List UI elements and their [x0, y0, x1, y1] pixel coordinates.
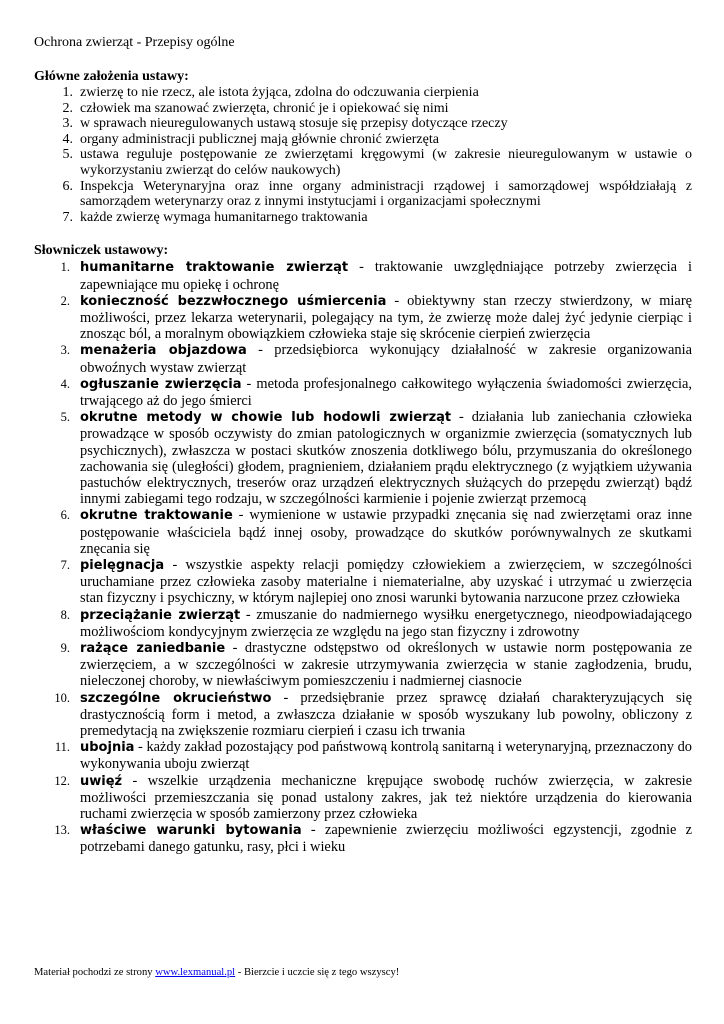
- item-number: 10.: [54, 690, 70, 705]
- glossary-definition: - wymienione w ustawie przypadki znęcania się nad zwierzętami oraz inne postępowanie właściciela bądź innej osoby, prowadzące do skutków porównywalnych ze skutkami znęcania się: [80, 507, 692, 557]
- glossary-definition: - przedsiębranie przez sprawcę działań charakteryzujących się drastycznością form i metod, a zwłaszcza działanie w sposób wyszukany lub powolny, obliczony z premedytacją na zwiększenie rozmiaru cierpień i czasu ich trwania: [80, 689, 692, 740]
- glossary-definition: - wszelkie urządzenia mechaniczne krępujące swobodę ruchów zwierzęcia, w zakresie możliwości przemieszczania się ponad ustalony zakres, jak też niektóre urządzenia do kierowania ruchami zwierzęcia w sposób zamierzony przez człowieka: [80, 772, 692, 823]
- glossary-definition: - obiektywny stan rzeczy stwierdzony, w miarę możliwości, przez lekarza weterynarii, polegający na tym, że zwierzę może dalej żyć jedynie cierpiąc i znosząc ból, a moralnym obowiązkiem człowieka staje się skrócenie cierpień zwierzęcia: [80, 292, 692, 343]
- glossary-definition: - drastyczne odstępstwo od określonych w ustawie norm postępowania ze zwierzęciem, a w szczególności w zakresie utrzymywania zwierzęcia w stanie zagłodzenia, brudu, nieleczonej choroby, w niewłaściwym pomieszczeniu i nadmiernej ciasnocie: [80, 640, 692, 690]
- glossary-item: [34, 259, 692, 292]
- item-text: każde zwierzę wymaga humanitarnego traktowania: [80, 209, 368, 225]
- list-item: [34, 85, 692, 101]
- item-number: 2.: [62, 100, 73, 116]
- glossary-term: konieczność bezzwłocznego uśmiercenia: [80, 293, 387, 309]
- item-number: 2.: [60, 293, 70, 308]
- glossary-term: okrutne metody w chowie lub hodowli zwierząt: [80, 410, 452, 426]
- footer-prefix: Materiał pochodzi ze strony: [34, 967, 156, 978]
- glossary-item: [34, 607, 692, 640]
- principles-heading: Główne założenia ustawy:: [34, 69, 189, 84]
- item-text: ustawa reguluje postępowanie ze zwierzętami kręgowymi (w zakresie nieuregulowanym w ustawie o wykorzystaniu zwierząt do celów naukowych): [80, 147, 692, 178]
- item-number: 4.: [60, 376, 70, 391]
- item-text: organy administracji publicznej mają głównie chronić zwierzęta: [80, 131, 439, 147]
- item-number: 1.: [62, 85, 73, 100]
- glossary-definition: - metoda profesjonalnego całkowitego wyłączenia świadomości zwierzęcia, trwającego aż do jego śmierci: [80, 375, 692, 409]
- glossary-term: ogłuszanie zwierzęcia: [80, 376, 242, 392]
- glossary-item: [34, 739, 692, 772]
- item-number: 6.: [62, 178, 73, 194]
- item-text: człowiek ma szanować zwierzęta, chronić je i opiekować się nimi: [80, 100, 449, 116]
- glossary-term: rażące zaniedbanie: [80, 641, 226, 657]
- glossary-item: [34, 822, 692, 855]
- item-number: 7.: [62, 209, 73, 225]
- list-item: [34, 179, 692, 210]
- item-number: 9.: [60, 641, 70, 656]
- glossary-term: ubojnia: [80, 740, 135, 756]
- glossary-term: menażeria objazdowa: [80, 343, 247, 359]
- glossary-heading: Słowniczek ustawowy:: [34, 243, 169, 259]
- list-item: [34, 132, 692, 148]
- glossary-definition: - wszystkie aspekty relacji pomiędzy człowiekiem a zwierzęciem, w szczególności uruchamiane przez człowieka zasoby materialne i niematerialne, aby uzyskać i utrzymać u zwierzęcia stan fizyczny i psychiczny, w którym najlepiej ono znosi warunki bytowania narzucone przez człowieka: [80, 557, 692, 607]
- document-title: Ochrona zwierząt - Przepisy ogólne: [34, 35, 235, 50]
- glossary-definition: - traktowanie uwzględniające potrzeby zwierzęcia i zapewniające mu opiekę i ochronę: [80, 259, 692, 293]
- item-number: 5.: [60, 410, 70, 425]
- list-item: [34, 210, 692, 226]
- item-number: 5.: [62, 147, 73, 163]
- list-item: [34, 116, 692, 132]
- item-number: 8.: [60, 607, 70, 622]
- glossary-term: pielęgnacja: [80, 558, 165, 573]
- footer-suffix: - Bierzcie i uczcie się z tego wszyscy!: [235, 967, 400, 978]
- glossary-term: przeciążanie zwierząt: [80, 607, 241, 623]
- glossary-term: szczególne okrucieństwo: [80, 690, 272, 706]
- glossary-item: [34, 690, 692, 740]
- glossary-definition: - działania lub zaniechania człowieka prowadzące w sposób oczywisty do zmian patologicznych w organizmie zwierzęcia (somatycznych lub psychicznych), zwłaszcza w postaci skutków znoszenia dotkliwego bólu, przymuszania do określonego zachowania się (uległości) głodem, pragnieniem, działaniem prądu elektrycznego (z wyjątkiem używania pastuchów elektrycznych, treserów oraz urządzeń elektrycznych służących do przepędu zwierząt) bądź innymi zabiegami tego rodzaju, w szczególności karmienie i pojenie zwierząt przemocą: [80, 409, 692, 508]
- glossary-item: [34, 640, 692, 690]
- glossary-item: [34, 773, 692, 823]
- item-number: 11.: [54, 740, 70, 755]
- glossary-term: uwięź: [80, 773, 123, 789]
- footer-link[interactable]: www.lexmanual.pl: [155, 967, 236, 978]
- glossary-item: [34, 507, 692, 557]
- glossary-definition: - przedsiębiorca wykonujący działalność w zakresie organizowania obwoźnych wystaw zwierząt: [80, 342, 692, 376]
- glossary-definition: - każdy zakład pozostający pod państwową kontrolą sanitarną i weterynaryjną, przeznaczony do wykonywania uboju zwierząt: [80, 739, 692, 773]
- item-number: 7.: [60, 558, 70, 572]
- item-number: 3.: [62, 116, 73, 132]
- item-number: 4.: [62, 131, 73, 147]
- glossary-term: okrutne traktowanie: [80, 508, 233, 524]
- item-text: w sprawach nieuregulowanych ustawą stosuje się przepisy dotyczące rzeczy: [80, 116, 508, 132]
- glossary-definition: - zmuszanie do nadmiernego wysiłku energetycznego, nieodpowiadającego możliwościom kondycyjnym zwierzęcia ze względu na jego stan fizyczny i zdrowotny: [80, 606, 692, 640]
- glossary-item: [34, 293, 692, 343]
- item-text: Inspekcja Weterynaryjna oraz inne organy administracji rządowej i samorządowej współdziałają z samorządem weterynarzy oraz z innymi instytucjami i organizacjami społecznymi: [80, 178, 692, 210]
- glossary-item: [34, 409, 692, 507]
- glossary-item: [34, 376, 692, 409]
- item-text: zwierzę to nie rzecz, ale istota żyjąca, zdolna do odczuwania cierpienia: [80, 85, 479, 100]
- glossary-term: właściwe warunki bytowania: [80, 823, 302, 839]
- page-footer: [34, 966, 399, 979]
- principles-list: [34, 85, 692, 225]
- item-number: 12.: [54, 773, 70, 788]
- glossary-item: [34, 557, 692, 607]
- glossary-item: [34, 342, 692, 375]
- item-number: 13.: [54, 823, 70, 838]
- glossary-definition: - zapewnienie zwierzęciu możliwości egzystencji, zgodnie z potrzebami danego gatunku, rasy, płci i wieku: [80, 822, 692, 856]
- glossary-term: humanitarne traktowanie zwierząt: [80, 260, 349, 276]
- item-number: 1.: [60, 260, 70, 275]
- item-number: 3.: [60, 343, 70, 358]
- document-page: [34, 34, 692, 856]
- list-item: [34, 101, 692, 117]
- glossary-list: [34, 259, 692, 855]
- list-item: [34, 147, 692, 178]
- item-number: 6.: [60, 508, 70, 523]
